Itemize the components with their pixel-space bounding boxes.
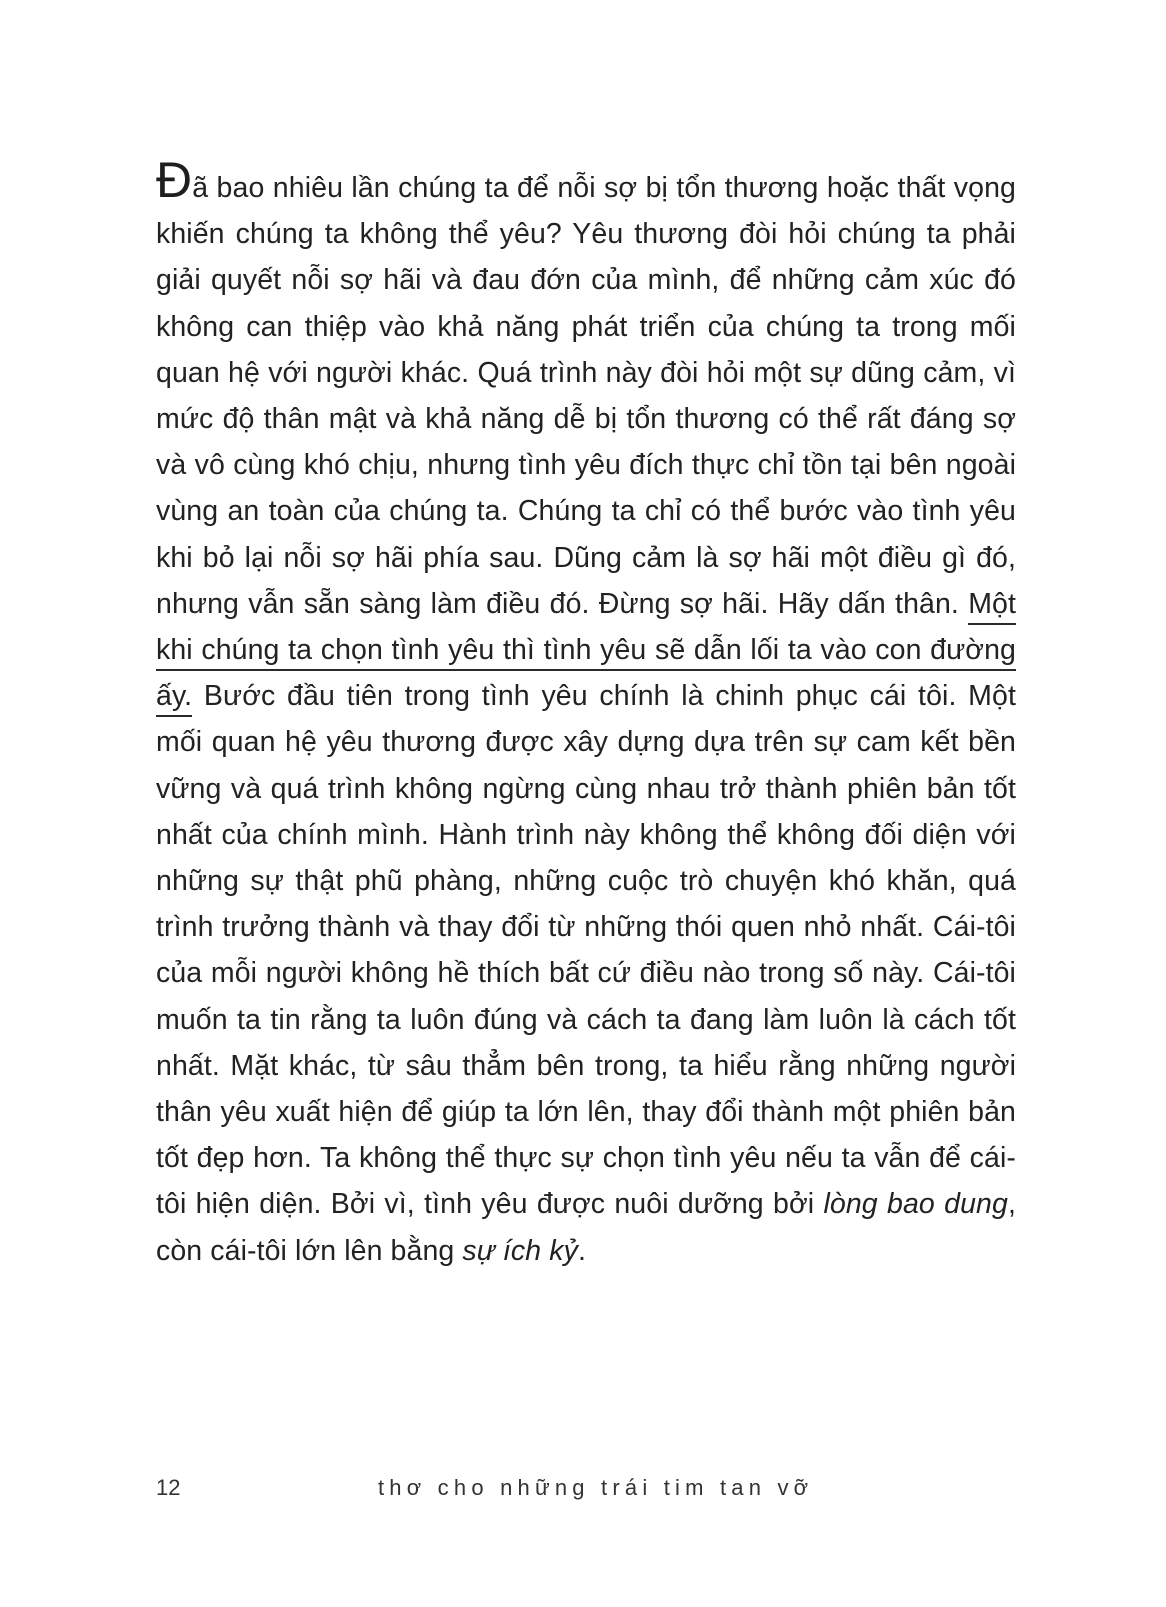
page-number: 12 xyxy=(156,1475,181,1500)
body-paragraph xyxy=(156,152,1016,1274)
italic-phrase-2: sự ích kỷ xyxy=(462,1234,578,1267)
paragraph-text-part-2: Bước đầu tiên trong tình yêu chính là chinh phục cái tôi. Một mối quan hệ yêu thương được xây dựng dựa trên sự cam kết bền vững và quá trình không ngừng cùng nhau trở thành phiên bản tốt nhất của chính mình. Hành trình này không thể không đối diện với những sự thật phũ phàng, những cuộc trò chuyện khó khăn, quá trình trưởng thành và thay đổi từ những thói quen nhỏ nhất. Cái-tôi của mỗi người không hề thích bất cứ điều nào trong số này. Cái-tôi muốn ta tin rằng ta luôn đúng và cách ta đang làm luôn là cách tốt nhất. Mặt khác, từ sâu thẳm bên trong, ta hiểu rằng những người thân yêu xuất hiện để giúp ta lớn lên, thay đổi thành một phiên bản tốt đẹp hơn. Ta không thể thực sự chọn tình yêu nếu ta vẫn để cái-tôi hiện diện. Bởi vì, tình yêu được nuôi dưỡng bởi xyxy=(156,680,1016,1221)
paragraph-text-part-1: ã bao nhiêu lần chúng ta để nỗi sợ bị tổn thương hoặc thất vọng khiến chúng ta không thể yêu? Yêu thương đòi hỏi chúng ta phải giải quyết nỗi sợ hãi và đau đớn của mình, để những cảm xúc đó không can thiệp vào khả năng phát triển của chúng ta trong mối quan hệ với người khác. Quá trình này đòi hỏi một sự dũng cảm, vì mức độ thân mật và khả năng dễ bị tổn thương có thể rất đáng sợ và vô cùng khó chịu, nhưng tình yêu đích thực chỉ tồn tại bên ngoài vùng an toàn của chúng ta. Chúng ta chỉ có thể bước vào tình yêu khi bỏ lại nỗi sợ hãi phía sau. Dũng cảm là sợ hãi một điều gì đó, nhưng vẫn sẵn sàng làm điều đó. Đừng sợ hãi. Hãy dấn thân. xyxy=(156,172,1016,620)
paragraph-text-part-3: , còn cái-tôi lớn lên bằng xyxy=(156,1188,1016,1267)
running-footer-title: thơ cho những trái tim tan vỡ xyxy=(378,1475,814,1500)
italic-phrase-1: lòng bao dung xyxy=(823,1188,1008,1221)
paragraph-text-part-4: . xyxy=(577,1234,586,1267)
drop-cap: Đ xyxy=(156,152,193,208)
underlined-sentence: Một khi chúng ta chọn tình yêu thì tình yêu sẽ dẫn lối ta vào con đường ấy. xyxy=(156,588,1016,717)
